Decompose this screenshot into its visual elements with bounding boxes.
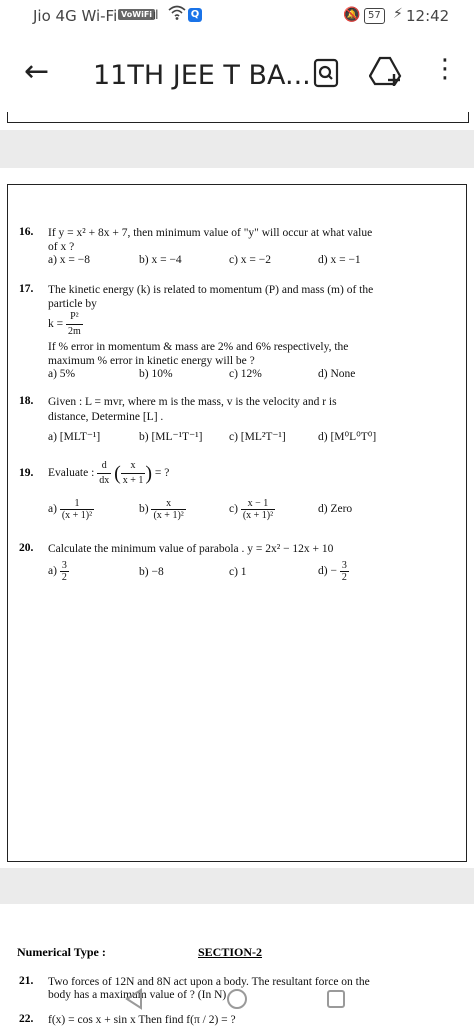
- question-text: If % error in momentum & mass are 2% and 6% respectively, the: [48, 341, 349, 353]
- denominator: 2: [61, 572, 67, 583]
- option-b[interactable]: b) [ML⁻¹T⁻¹]: [139, 431, 203, 443]
- option-label: a): [48, 565, 57, 578]
- signal-icon: .ıl: [150, 8, 158, 22]
- numerator: d: [97, 459, 111, 474]
- fraction: [151, 498, 185, 521]
- numerator: 3: [341, 560, 347, 571]
- more-options-icon[interactable]: ⋮: [432, 54, 458, 84]
- navigation-bar: [0, 966, 474, 1026]
- option-b[interactable]: b) 10%: [139, 368, 173, 380]
- denominator: x + 1: [122, 475, 144, 486]
- derivative-operator: [97, 459, 111, 488]
- question-text: The kinetic energy (k) is related to momentum (P) and mass (m) of the: [48, 284, 374, 296]
- option-b[interactable]: [139, 498, 186, 521]
- vowifi-badge: VoWiFi: [118, 9, 155, 20]
- question-text: distance, Determine [L] .: [48, 411, 164, 423]
- option-label: b): [139, 503, 149, 516]
- fraction: [66, 310, 83, 339]
- option-d[interactable]: d) [M⁰L⁰T⁰]: [318, 431, 377, 443]
- fraction: [340, 560, 349, 583]
- option-label: d) −: [318, 565, 337, 578]
- option-d[interactable]: d) x = −1: [318, 254, 361, 266]
- page-gap-top: [0, 130, 474, 168]
- question-text: Given : L = mvr, where m is the mass, v is the velocity and r is: [48, 396, 337, 408]
- option-a[interactable]: [48, 498, 94, 521]
- question-number: 20.: [19, 542, 34, 554]
- question-text: Two forces of 12N and 8N act upon a body. The resultant force on the: [48, 976, 370, 988]
- option-a[interactable]: a) 5%: [48, 368, 76, 380]
- numerator: x − 1: [241, 498, 275, 510]
- option-label: a): [48, 503, 57, 516]
- document-title: 11TH JEE T BA...: [93, 60, 311, 91]
- equals-question: = ?: [154, 467, 170, 480]
- previous-page-border: [7, 112, 469, 123]
- add-to-drive-icon[interactable]: [369, 56, 403, 91]
- option-c[interactable]: c) 12%: [229, 368, 262, 380]
- fraction: [121, 459, 146, 488]
- app-bar: [0, 36, 474, 112]
- question-number: 19.: [19, 467, 34, 479]
- search-in-document-icon[interactable]: [313, 58, 339, 93]
- question-number: 21.: [19, 975, 34, 987]
- nav-back-icon[interactable]: [124, 988, 144, 1015]
- mute-icon: 🔕: [343, 7, 361, 23]
- option-d[interactable]: d) Zero: [318, 503, 353, 515]
- option-a[interactable]: a) x = −8: [48, 254, 91, 266]
- wifi-icon: [168, 5, 186, 25]
- option-d[interactable]: d) None: [318, 368, 356, 380]
- fraction: [60, 498, 94, 521]
- page-gap-bottom: [0, 868, 474, 904]
- formula: [48, 310, 83, 339]
- denominator: (x + 1)²: [153, 510, 184, 521]
- evaluate-label: Evaluate :: [48, 467, 95, 480]
- status-bar: [0, 0, 474, 36]
- question-number: 17.: [19, 283, 34, 295]
- numerator: x: [121, 459, 146, 474]
- question-text: particle by: [48, 298, 97, 310]
- question-number: 22.: [19, 1013, 34, 1025]
- question-text: If y = x² + 8x + 7, then minimum value of "y" will occur at what value: [48, 227, 373, 239]
- denominator: (x + 1)²: [242, 510, 274, 521]
- denominator: 2: [341, 572, 347, 583]
- denominator: (x + 1)²: [61, 510, 93, 521]
- option-b[interactable]: b) −8: [139, 566, 164, 578]
- option-c[interactable]: [229, 498, 275, 521]
- nav-recents-icon[interactable]: [326, 989, 346, 1014]
- numerator: 1: [60, 498, 94, 510]
- question-text: Evaluate : $\frac{d}{dx}$ ( $\frac{x}{x + 1}$ ) = ?: [48, 460, 170, 486]
- formula-lhs: k =: [48, 318, 64, 331]
- numerical-type-label: Numerical Type :: [17, 945, 106, 959]
- question-number: 16.: [19, 226, 34, 238]
- option-a[interactable]: [48, 560, 69, 583]
- fraction: [241, 498, 275, 521]
- option-label: c): [229, 503, 238, 516]
- question-number: 18.: [19, 395, 34, 407]
- back-arrow-icon[interactable]: ←: [24, 54, 50, 89]
- fraction: [60, 560, 69, 583]
- question-text: maximum % error in kinetic energy will be ?: [48, 355, 255, 367]
- option-c[interactable]: c) 1: [229, 566, 247, 578]
- denominator: dx: [99, 475, 110, 486]
- numerator: 3: [61, 560, 67, 571]
- charging-icon: ⚡: [393, 6, 403, 22]
- question-text: Calculate the minimum value of parabola . y = 2x² − 12x + 10: [48, 543, 334, 555]
- option-d[interactable]: [318, 560, 349, 583]
- app-notification-icon: Q: [188, 8, 202, 22]
- question-text: of x ?: [48, 241, 75, 253]
- clock: 12:42: [406, 7, 450, 25]
- battery-icon: 57: [364, 8, 385, 24]
- question-text: body has a maximum value of ? (In N): [48, 989, 227, 1001]
- nav-home-icon[interactable]: [226, 988, 248, 1015]
- denominator: 2m: [68, 326, 81, 337]
- option-c[interactable]: c) [ML²T⁻¹]: [229, 431, 286, 443]
- numerator: P²: [66, 310, 83, 325]
- section-heading: SECTION-2: [198, 945, 263, 959]
- option-b[interactable]: b) x = −4: [139, 254, 182, 266]
- option-a[interactable]: a) [MLT⁻¹]: [48, 431, 101, 443]
- option-c[interactable]: c) x = −2: [229, 254, 272, 266]
- question-text: f(x) = cos x + sin x Then find f(π / 2) = ?: [48, 1014, 236, 1026]
- numerator: x: [151, 498, 185, 510]
- carrier-label: Jio 4G Wi-Fi: [33, 7, 118, 25]
